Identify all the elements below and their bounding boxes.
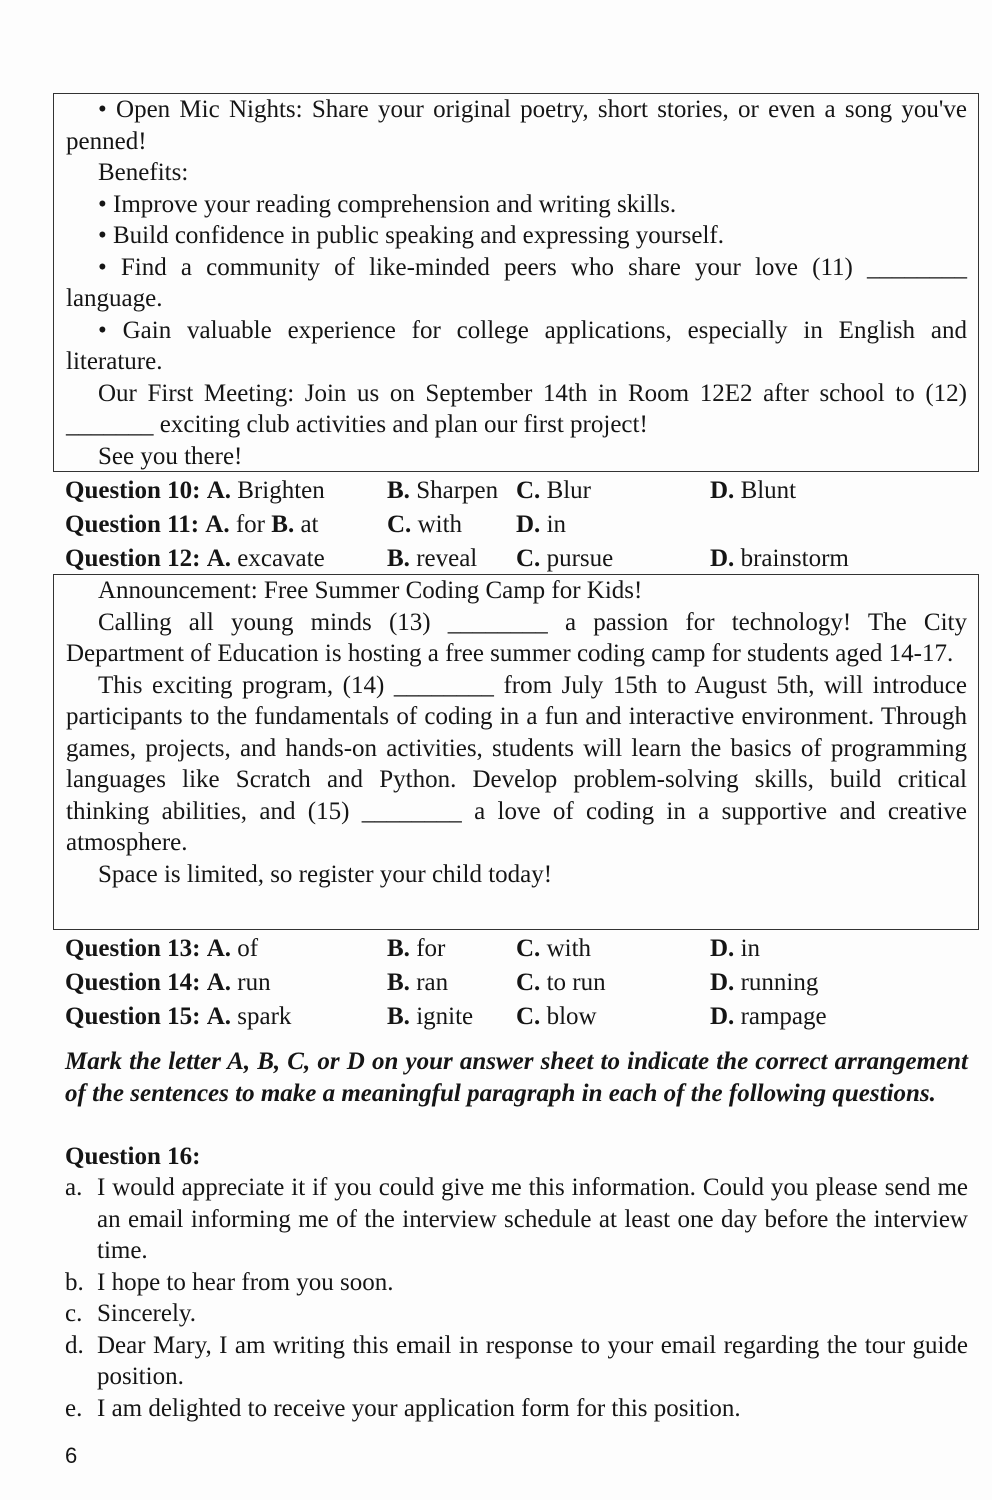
option-c: pursue: [546, 545, 614, 572]
first-meeting-text: Our First Meeting: Join us on September 14th in Room 12E2 after school to (12) _______ exciting club activities and plan our first project!: [66, 379, 967, 438]
club-passage-box: [53, 93, 979, 472]
question-10: Question 10: A. Brighten B. Sharpen C. Blur D. Blunt: [65, 477, 797, 504]
option-c: with: [417, 511, 463, 538]
question-15: Question 15: A. spark B. ignite C. blow D. rampage: [65, 1003, 827, 1030]
benefit-item: • Improve your reading comprehension and writing skills.: [98, 190, 677, 218]
option-c: with: [546, 935, 592, 962]
question-label: Question 14:: [65, 969, 201, 996]
option-b: at: [300, 511, 319, 538]
option-d: in: [740, 935, 761, 962]
option-b: Sharpen: [416, 477, 499, 504]
benefits-heading: Benefits:: [98, 159, 189, 186]
question-11: Question 11: A. for B. at C. with D. in: [65, 511, 567, 538]
question-13: Question 13: A. of B. for C. with D. in: [65, 935, 761, 962]
option-b: reveal: [416, 545, 478, 572]
page-number: 6: [65, 1443, 78, 1468]
question-16-items: [65, 1172, 968, 1424]
question-16-label: Question 16:: [65, 1143, 201, 1170]
benefit-item: • Find a community of like-minded peers who share your love (11) ________ language.: [66, 253, 967, 312]
announcement-title: Announcement: Free Summer Coding Camp for Kids!: [98, 577, 643, 604]
option-d: Blunt: [740, 477, 797, 504]
closing-text: See you there!: [98, 442, 243, 470]
list-item: c. Sincerely.: [65, 1300, 197, 1327]
option-a: of: [237, 935, 259, 962]
benefit-item: • Gain valuable experience for college applications, especially in English and literature.: [66, 316, 967, 375]
question-label: Question 10:: [65, 477, 201, 504]
question-14: Question 14: A. run B. ran C. to run D. running: [65, 969, 819, 996]
option-b: ignite: [416, 1003, 474, 1030]
option-d: running: [740, 969, 819, 996]
list-item: b. I hope to hear from you soon.: [65, 1268, 394, 1296]
option-b: ran: [416, 969, 449, 996]
option-d: in: [546, 511, 567, 538]
question-label: Question 12:: [65, 545, 201, 572]
question-label: Question 11:: [65, 511, 200, 538]
benefit-item: • Build confidence in public speaking and expressing yourself.: [98, 222, 724, 249]
option-a: excavate: [237, 545, 325, 572]
instruction-text: Mark the letter A, B, C, or D on your answer sheet to indicate the correct arrangement of the sentences to make a meaningful paragraph in each of the following questions.: [65, 1048, 968, 1107]
list-item: a. I would appreciate it if you could give me this information. Could you please send me an email informing me of the interview schedule at least one day before the interview time.: [65, 1174, 968, 1264]
option-a: Brighten: [237, 477, 325, 504]
question-label: Question 15:: [65, 1003, 201, 1030]
option-a: run: [237, 969, 271, 996]
option-a: spark: [237, 1003, 292, 1030]
question-12: Question 12: A. excavate B. reveal C. pursue D. brainstorm: [65, 545, 849, 572]
option-b: for: [416, 935, 446, 962]
closing-text: Space is limited, so register your child today!: [98, 860, 553, 888]
question-label: Question 13:: [65, 935, 201, 962]
option-d: brainstorm: [740, 545, 849, 572]
option-c: blow: [546, 1003, 597, 1030]
open-mic-text: • Open Mic Nights: Share your original poetry, short stories, or even a song you've penned!: [66, 96, 967, 155]
list-item: d. Dear Mary, I am writing this email in response to your email regarding the tour guide position.: [65, 1331, 968, 1390]
paragraph-2: This exciting program, (14) ________ from July 15th to August 5th, will introduce participants to the fundamentals of coding in a fun and interactive environment. Through games, projects, and hands-on activities, students will learn the basics of programming languages like Scratch and Python. Develop problem-solving skills, build critical thinking abilities, and (15) ________ a love of coding in a supportive and creative atmosphere.: [66, 671, 967, 856]
option-c: to run: [546, 969, 606, 996]
list-item: e. I am delighted to receive your application form for this position.: [65, 1394, 741, 1422]
option-a: for: [235, 511, 266, 538]
option-d: rampage: [740, 1003, 827, 1030]
paragraph-1: Calling all young minds (13) ________ a passion for technology! The City Department of Education is hosting a free summer coding camp for students aged 14-17.: [66, 608, 967, 667]
option-c: Blur: [546, 477, 592, 504]
coding-camp-passage-box: [53, 574, 979, 930]
